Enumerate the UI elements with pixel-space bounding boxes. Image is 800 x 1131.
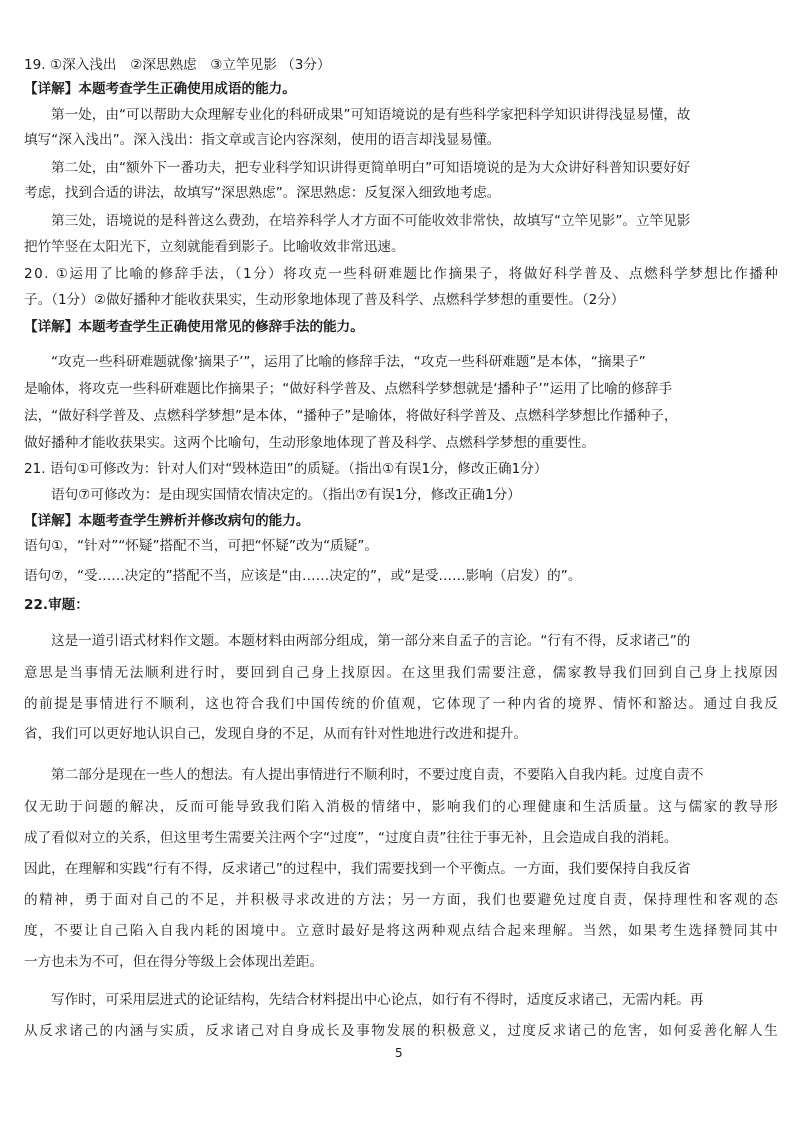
paragraph-line: 写作时，可采用层进式的论证结构，先结合材料提出中心论点，如行有不得时，适度反求诸己，无需内耗。再: [51, 992, 704, 1008]
paragraph-line: 填写“深入浅出”。深入浅出：指文章或言论内容深刻，使用的语言却浅显易懂。: [24, 132, 501, 148]
explanation-19-heading: 【详解】本题考查学生正确使用成语的能力。: [24, 81, 296, 97]
paragraph-line: 这是一道引语式材料作文题。本题材料由两部分组成，第一部分来自孟子的言论。“行有不得，反求诸己”的: [51, 633, 691, 649]
answer-21: 21. 语句①可修改为：针对人们对“毁林造田”的质疑。（指出①有误1分，修改正确1分）: [24, 461, 548, 477]
paragraph-line: 语句①，“针对”“怀疑”搭配不当，可把“怀疑”改为“质疑”。: [24, 538, 378, 554]
paragraph-line: 省，我们可以更好地认识自己，发现自身的不足，从而有针对性地进行改进和提升。: [24, 726, 527, 742]
paragraph-line: 做好播种才能收获果实。这两个比喻句，生动形象地体现了普及科学、点燃科学梦想的重要性。: [24, 435, 595, 451]
paragraph-line: 语句⑦，“受……决定的”搭配不当，应该是“由……决定的”，或“是受……影响（启发）的”。: [24, 568, 582, 584]
paragraph-line: 第三处，语境说的是科普这么费劲，在培养科学人才方面不可能收效非常快，故填写“立竿见影”。立竿见影: [51, 213, 691, 229]
paragraph-line: 从反求诸己的内涵与实质，反求诸己对自身成长及事物发展的积极意义，过度反求诸己的危害，如何妥善化解人生: [24, 1023, 780, 1039]
paragraph-line: “攻克一些科研难题就像‘摘果子’”，运用了比喻的修辞手法，“攻克一些科研难题”是本体，“摘果子”: [51, 354, 646, 370]
explanation-21-heading: 【详解】本题考查学生辨析并修改病句的能力。: [24, 513, 310, 529]
paragraph-line: 的前提是事情进行不顺利，这也符合我们中国传统的价值观，它体现了一种内省的境界、情怀和豁达。通过自我反: [24, 696, 780, 712]
answer-22-heading: 22.审题：: [24, 597, 89, 613]
paragraph-line: 把竹竿竖在太阳光下，立刻就能看到影子。比喻收效非常迅速。: [24, 239, 405, 255]
paragraph-line: 是喻体，将攻克一些科研难题比作摘果子；“做好科学普及、点燃科学梦想就是‘播种子’”运用了比喻的修辞手: [24, 381, 673, 397]
explanation-20-heading: 【详解】本题考查学生正确使用常见的修辞手法的能力。: [24, 319, 364, 335]
paragraph-line: 第二处，由“额外下一番功夫，把专业科学知识讲得更简单明白”可知语境说的是为大众讲好科普知识要好好: [51, 160, 691, 176]
page-number: 5: [395, 1046, 403, 1060]
paragraph-line: 法，“做好科学普及、点燃科学梦想”是本体，“播种子”是喻体，将做好科学普及、点燃科学梦想比作播种子，: [24, 408, 678, 424]
paragraph-line: 因此，在理解和实践“行有不得，反求诸己”的过程中，我们需要找到一个平衡点。一方面，我们要保持自我反省: [24, 861, 691, 877]
paragraph-line: 第一处，由“可以帮助大众理解专业化的科研成果”可知语境说的是有些科学家把科学知识讲得浅显易懂，故: [51, 107, 691, 123]
paragraph-line: 语句⑦可修改为：是由现实国情农情决定的。（指出⑦有误1分，修改正确1分）: [51, 487, 521, 503]
answer-20: 20. ①运用了比喻的修辞手法，（1分）将攻克一些科研难题比作摘果子，将做好科学普及、点燃科学梦想比作播种: [24, 266, 780, 282]
paragraph-line: 第二部分是现在一些人的想法。有人提出事情进行不顺利时，不要过度自责，不要陷入自我内耗。过度自责不: [51, 767, 704, 783]
paragraph-line: 意思是当事情无法顺利进行时，要回到自己身上找原因。在这里我们需要注意，儒家教导我们回到自己身上找原因: [24, 665, 780, 681]
paragraph-line: 仅无助于问题的解决，反而可能导致我们陷入消极的情绪中，影响我们的心理健康和生活质量。这与儒家的教导形: [24, 799, 780, 815]
answer-19: 19. ①深入浅出 ②深思熟虑 ③立竿见影 （3分）: [24, 57, 331, 73]
paragraph-line: 子。（1分）②做好播种才能收获果实，生动形象地体现了普及科学、点燃科学梦想的重要性。（2分）: [24, 292, 625, 308]
paragraph-line: 成了看似对立的关系，但这里考生需要关注两个字“过度”，“过度自责”往往于事无补，且会造成自我的消耗。: [24, 830, 678, 846]
paragraph-line: 考虑，找到合适的讲法，故填写“深思熟虑”。深思熟虑：反复深入细致地考虑。: [24, 185, 501, 201]
paragraph-line: 一方也未为不可，但在得分等级上会体现出差距。: [24, 954, 324, 970]
paragraph-line: 的精神，勇于面对自己的不足，并积极寻求改进的方法；另一方面，我们也要避免过度自责，保持理性和客观的态: [24, 892, 780, 908]
paragraph-line: 度，不要让自己陷入自我内耗的困境中。立意时最好是将这两种观点结合起来理解。当然，如果考生选择赞同其中: [24, 923, 780, 939]
